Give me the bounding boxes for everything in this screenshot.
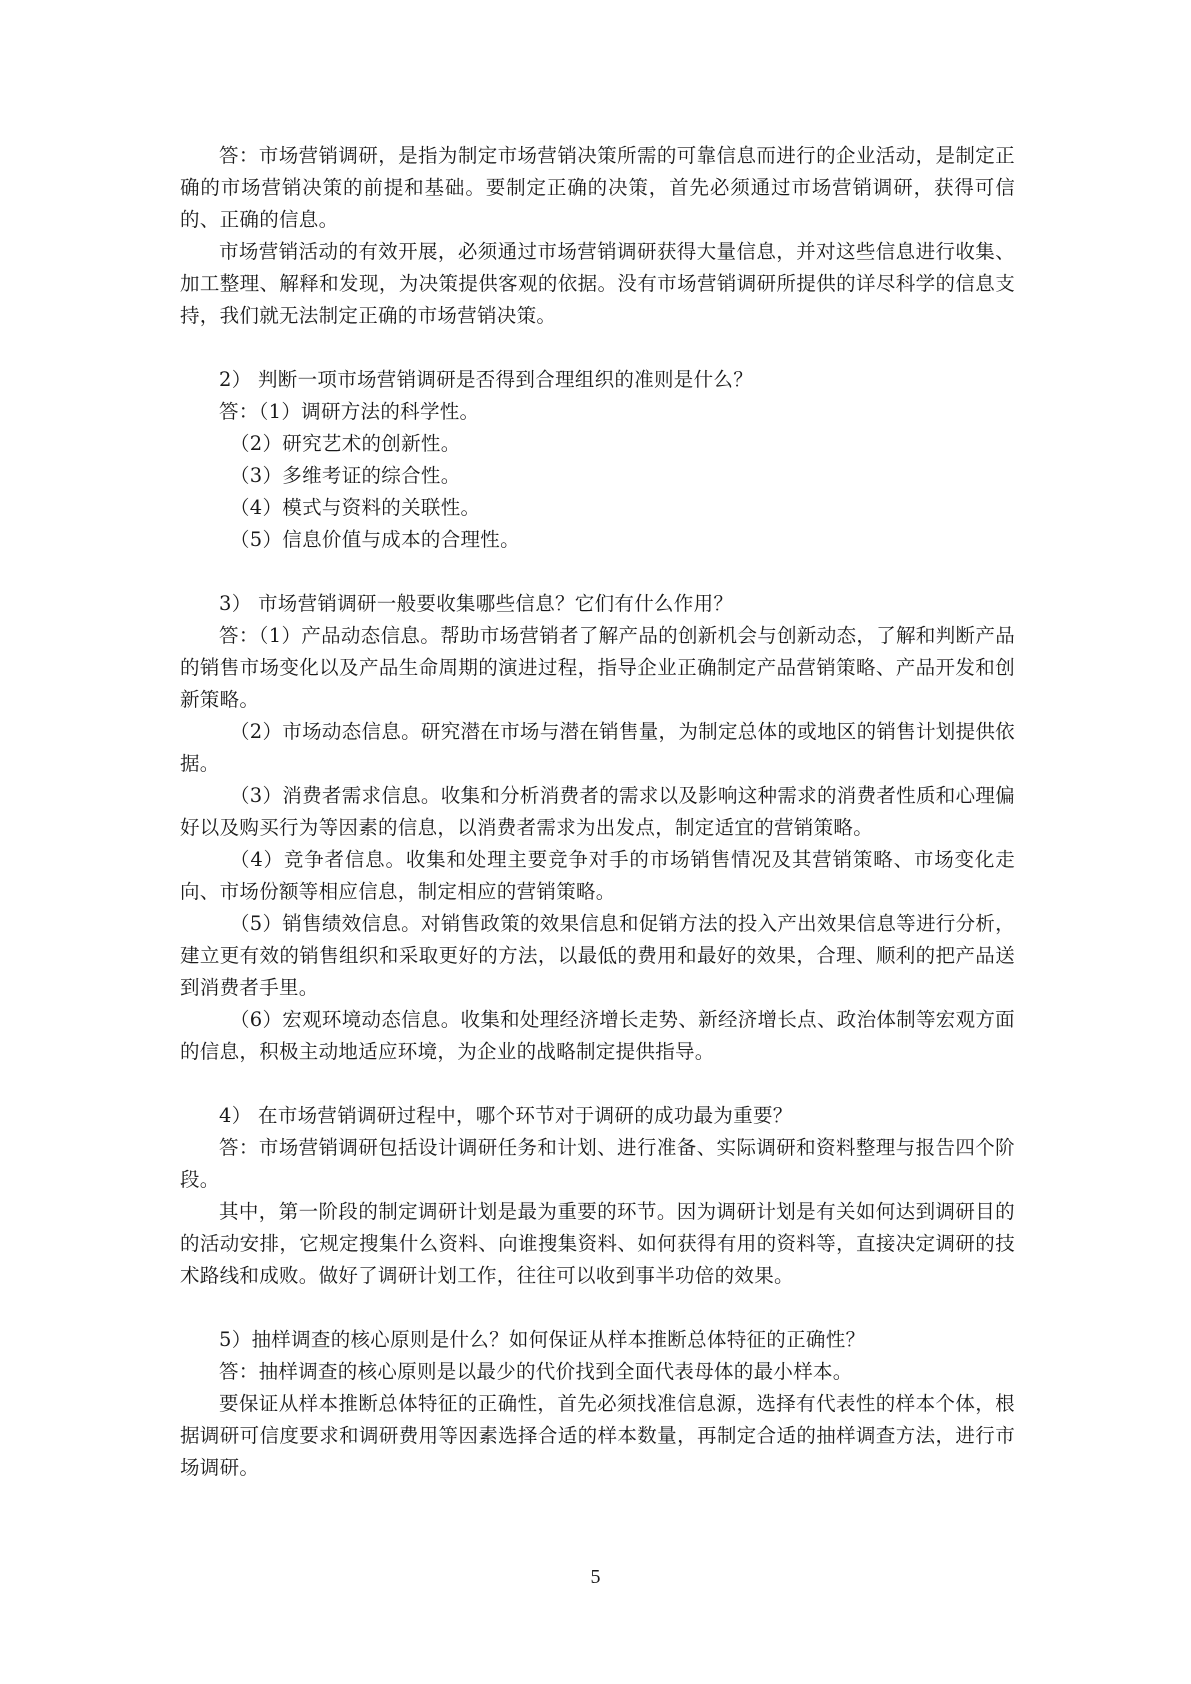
spacer [180, 1292, 1015, 1324]
answer-paragraph: 答：市场营销调研包括设计调研任务和计划、进行准备、实际调研和资料整理与报告四个阶段。 [180, 1136, 1015, 1191]
answer-paragraph: （6）宏观环境动态信息。收集和处理经济增长走势、新经济增长点、政治体制等宏观方面的信息，积极主动地适应环境，为企业的战略制定提供指导。 [180, 1008, 1015, 1063]
answer-paragraph: 答：（1）产品动态信息。帮助市场营销者了解产品的创新机会与创新动态，了解和判断产品的销售市场变化以及产品生命周期的演进过程，指导企业正确制定产品营销策略、产品开发和创新策略。 [180, 624, 1015, 711]
answer-item: （4）模式与资料的关联性。 [230, 496, 481, 519]
question-5: 5）抽样调查的核心原则是什么？如何保证从样本推断总体特征的正确性？ [219, 1328, 866, 1351]
answer-item: （2）研究艺术的创新性。 [230, 432, 461, 455]
answer-item: （3）多维考证的综合性。 [230, 464, 461, 487]
question-2: 2） 判断一项市场营销调研是否得到合理组织的准则是什么？ [219, 368, 754, 391]
answer-item: （5）信息价值与成本的合理性。 [230, 528, 520, 551]
page-number: 5 [590, 1566, 601, 1588]
answer-paragraph: （2）市场动态信息。研究潜在市场与潜在销售量，为制定总体的或地区的销售计划提供依据。 [180, 720, 1015, 775]
answer-paragraph: 答：市场营销调研，是指为制定市场营销决策所需的可靠信息而进行的企业活动，是制定正确的市场营销决策的前提和基础。要制定正确的决策，首先必须通过市场营销调研，获得可信的、正确的信息。 [180, 144, 1015, 231]
document-body [180, 140, 1015, 1484]
spacer [180, 1068, 1015, 1100]
answer-paragraph: 市场营销活动的有效开展，必须通过市场营销调研获得大量信息，并对这些信息进行收集、加工整理、解释和发现，为决策提供客观的依据。没有市场营销调研所提供的详尽科学的信息支持，我们就无法制定正确的市场营销决策。 [180, 240, 1015, 327]
answer-paragraph: 要保证从样本推断总体特征的正确性，首先必须找准信息源，选择有代表性的样本个体，根据调研可信度要求和调研费用等因素选择合适的样本数量，再制定合适的抽样调查方法，进行市场调研。 [180, 1392, 1015, 1479]
answer-item: 答：（1）调研方法的科学性。 [219, 400, 480, 423]
spacer [180, 332, 1015, 364]
answer-paragraph: （5）销售绩效信息。对销售政策的效果信息和促销方法的投入产出效果信息等进行分析，建立更有效的销售组织和采取更好的方法，以最低的费用和最好的效果，合理、顺利的把产品送到消费者手里。 [180, 912, 1015, 999]
spacer [180, 556, 1015, 588]
answer-paragraph: 其中，第一阶段的制定调研计划是最为重要的环节。因为调研计划是有关如何达到调研目的的活动安排，它规定搜集什么资料、向谁搜集资料、如何获得有用的资料等，直接决定调研的技术路线和成败。做好了调研计划工作，往往可以收到事半功倍的效果。 [180, 1200, 1015, 1287]
question-3: 3） 市场营销调研一般要收集哪些信息？它们有什么作用？ [219, 592, 734, 615]
answer-paragraph: 答：抽样调查的核心原则是以最少的代价找到全面代表母体的最小样本。 [219, 1360, 853, 1383]
answer-paragraph: （3）消费者需求信息。收集和分析消费者的需求以及影响这种需求的消费者性质和心理偏好以及购买行为等因素的信息，以消费者需求为出发点，制定适宜的营销策略。 [180, 784, 1015, 839]
question-4: 4） 在市场营销调研过程中，哪个环节对于调研的成功最为重要？ [219, 1104, 793, 1127]
answer-paragraph: （4）竞争者信息。收集和处理主要竞争对手的市场销售情况及其营销策略、市场变化走向、市场份额等相应信息，制定相应的营销策略。 [180, 848, 1015, 903]
